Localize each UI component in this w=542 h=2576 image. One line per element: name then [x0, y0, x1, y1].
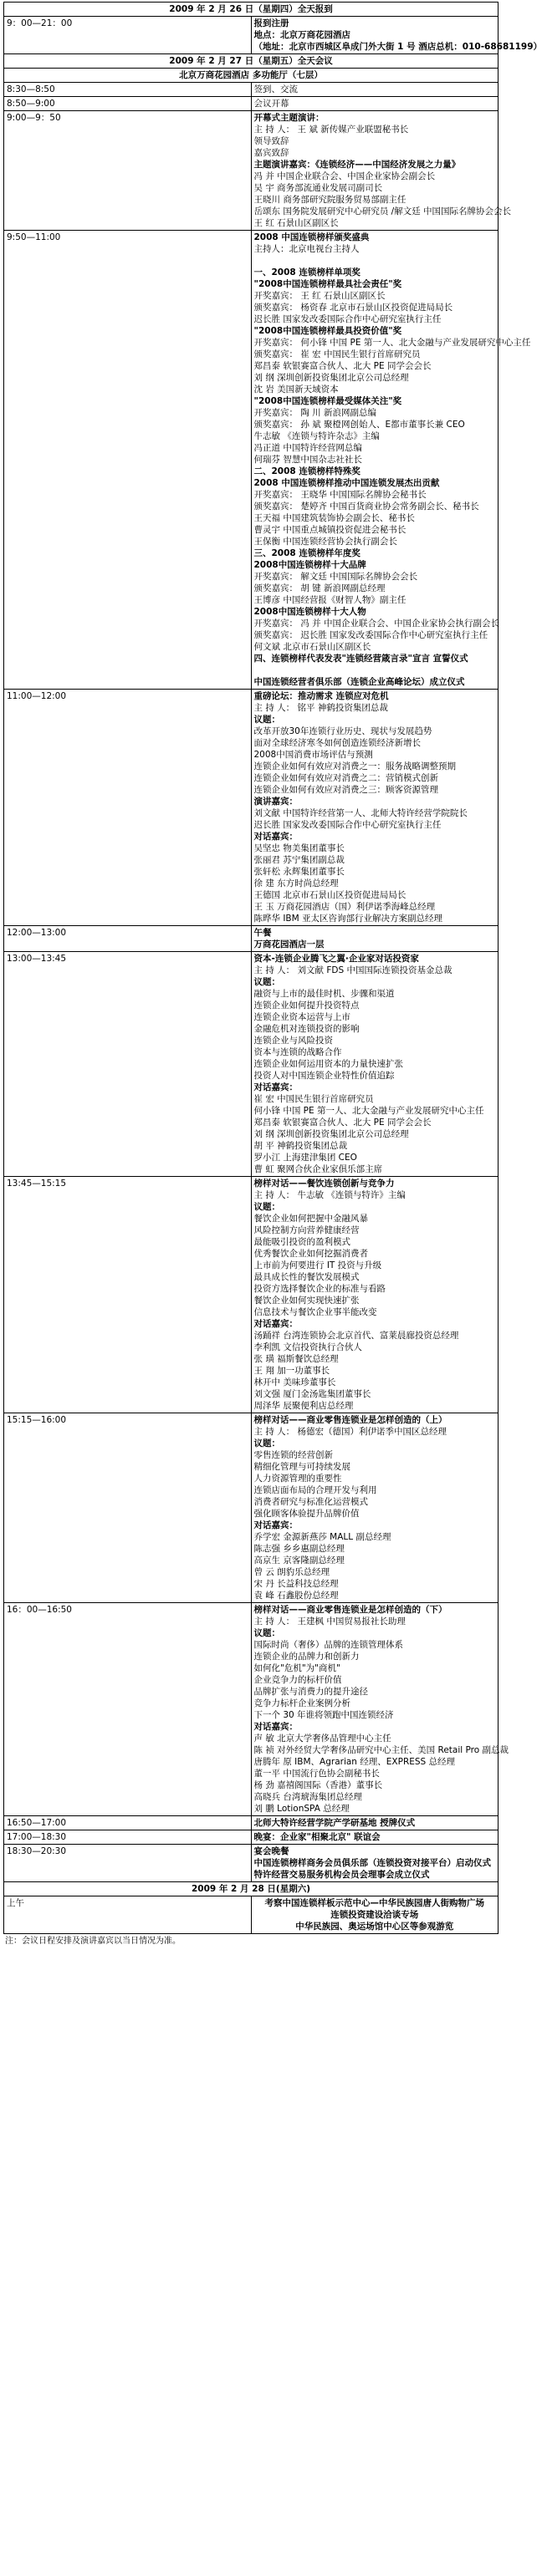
text-line: 乔学宏 金源新燕莎 MALL 副总经理 — [253, 1532, 391, 1542]
text-line: 投资方选择餐饮企业的标准与看路 — [253, 1284, 386, 1294]
text-line: 如何化"危机"为"商机" — [253, 1663, 340, 1673]
text-line: 主 持 人： 牛志敏 《连锁与特许》主编 — [253, 1190, 406, 1200]
text-line: 刘文强 厦门金汤匙集团董事长 — [253, 1389, 371, 1399]
heading-line: 三、2008 连锁榜样年度奖 — [253, 548, 360, 558]
text-line: 精细化管理与可持续发展 — [253, 1462, 350, 1472]
text-line: 连锁企业如何有效应对消费之三：顾客资源管理 — [253, 785, 438, 795]
text-line: 最具成长性的餐饮发展模式 — [253, 1272, 360, 1282]
heading-line: 午餐 — [253, 928, 272, 938]
time-cell: 8:50—9:00 — [4, 97, 252, 111]
text-line: 连锁企业资本运营与上市 — [253, 1012, 350, 1022]
text-line: 优秀餐饮企业如何挖掘消费者 — [253, 1249, 368, 1259]
text-line: 张轩松 永辉集团董事长 — [253, 867, 345, 877]
heading-line: 万商花园酒店一层 — [253, 939, 325, 949]
text-line: 何瑞芬 智慧中国杂志社社长 — [253, 455, 362, 465]
agenda-row — [4, 231, 499, 690]
text-line: 颁奖嘉宾： 孙 斌 聚橙网创始人、E都市董事长兼 CEO — [253, 420, 465, 430]
heading-line: 榜样对话——商业零售连锁业是怎样创造的（下） — [253, 1605, 447, 1615]
text-line: 王 翔 加一功董事长 — [253, 1366, 330, 1376]
text-line: 王 玉 万商花园酒店（国）利伊诺季海峰总经理 — [253, 902, 436, 912]
content-cell — [251, 1603, 509, 1816]
content-cell — [251, 1413, 499, 1603]
agenda-row — [4, 83, 499, 97]
agenda-row — [4, 1845, 499, 1882]
text-line: 迟长胜 国家发改委国际合作中心研究室执行主任 — [253, 820, 442, 830]
text-line: 餐饮企业如何实现快速扩张 — [253, 1296, 360, 1306]
text-line: 强化顾客体验提升品牌价值 — [253, 1509, 360, 1519]
text-line: 吴 宇 商务部流通业发展司副司长 — [253, 183, 383, 193]
text-line: 曹灵宇 中国重点城镇投资促进会秘书长 — [253, 525, 406, 535]
heading-line: 议题： — [253, 977, 280, 987]
text-line: 连锁店面布局的合理开发与利用 — [253, 1485, 377, 1495]
text-line: 主 持 人： 铭平 神鹤投资集团总裁 — [253, 703, 388, 713]
heading-line: 对话嘉宾： — [253, 1319, 298, 1329]
heading-line: 中国连锁经营者俱乐部（连锁企业高峰论坛）成立仪式 — [253, 677, 465, 687]
heading-line: 榜样对话——商业零售连锁业是怎样创造的（上） — [253, 1415, 447, 1425]
heading-line: 特许经营交易服务机构会员会理事会成立仪式 — [253, 1870, 430, 1880]
content-cell — [251, 97, 499, 111]
text-line: 陈晔华 IBM 亚太区咨询部行业解决方案副总经理 — [253, 914, 443, 924]
text-line: 签到、交流 — [253, 84, 298, 94]
text-line: 曹 虹 聚网合伙企业家俱乐部主席 — [253, 1164, 383, 1174]
agenda-row — [4, 111, 499, 231]
heading-line: "2008中国连锁榜样最具社会责任"奖 — [253, 279, 402, 289]
heading-line: 2008 中国连锁榜样颁奖盛典 — [253, 232, 370, 242]
text-line: 零售连锁的经营创新 — [253, 1450, 333, 1460]
text-line: 颁奖嘉宾： 崔 宏 中国民生银行首席研究员 — [253, 349, 421, 359]
text-line: 会议开幕 — [253, 99, 289, 109]
text-line: 风险控制方向营养健康经营 — [253, 1225, 360, 1235]
text-line: 王德国 北京市石景山区投资促进局局长 — [253, 890, 406, 900]
heading-line: 一、2008 连锁榜样单项奖 — [253, 267, 360, 277]
heading-line: 议题： — [253, 1438, 280, 1448]
heading-line: 中国连锁榜样商务会员俱乐部（连锁投资对接平台）启动仪式 — [253, 1858, 491, 1868]
content-cell — [251, 111, 512, 231]
agenda-row — [4, 926, 499, 952]
text-line: 张 璜 福斯餐饮总经理 — [253, 1354, 339, 1364]
heading-line: 晚宴：企业家"相聚北京" 联谊会 — [253, 1832, 381, 1842]
time-cell: 9：00—21：00 — [4, 17, 252, 54]
text-line: 餐饮企业如何把握中金融风暴 — [253, 1214, 368, 1224]
text-line: 王保衡 中国连锁经营协会执行副会长 — [253, 537, 397, 547]
text-line: 颁奖嘉宾： 杨资春 北京市石景山区投资促进局局长 — [253, 303, 453, 313]
text-line: 领导致辞 — [253, 136, 289, 146]
text-line: 连锁企业的品牌力和创新力 — [253, 1652, 360, 1662]
heading-line: 议题： — [253, 715, 280, 725]
content-cell — [251, 1845, 499, 1882]
time-cell: 13:00—13:45 — [4, 952, 252, 1177]
text-line: 董一平 中国流行色协会副秘书长 — [253, 1769, 380, 1779]
text-line: 连锁企业如何有效应对消费之二：营销模式创新 — [253, 773, 438, 783]
text-line: 唐腾年 原 IBM、Agrarian 经理、EXPRESS 总经理 — [253, 1757, 456, 1767]
text-line: 沈 岩 美国新天域资本 — [253, 384, 339, 395]
heading-line: （地址：北京市西城区阜成门外大街 1 号 酒店总机：010-68681199） — [253, 42, 542, 52]
agenda-row — [4, 1603, 499, 1816]
content-cell — [251, 926, 499, 952]
content-cell — [251, 1177, 499, 1413]
text-line: 牛志敏 《连锁与特许杂志》主编 — [253, 431, 380, 441]
heading-line: 对话嘉宾： — [253, 832, 298, 842]
agenda-row — [4, 97, 499, 111]
heading-line: 连锁投资建设洽谈专场 — [330, 1910, 419, 1920]
heading-line: 四、连锁榜样代表发表"连锁经营箴言录"宣言 宣誓仪式 — [253, 654, 468, 664]
agenda-row — [4, 690, 499, 926]
text-line: 主 持 人： 杨德宏（德国）利伊诺季中国区总经理 — [253, 1427, 447, 1437]
heading-line: 对话嘉宾： — [253, 1722, 298, 1732]
text-line: 主 持 人： 王 斌 新传媒产业联盟秘书长 — [253, 125, 409, 135]
text-line: 岳颂东 国务院发展研究中心研究员 /解文廷 中国国际名牌协会会长 — [253, 206, 512, 216]
heading-line: 资本-连锁企业腾飞之翼·企业家对话投资家 — [253, 954, 419, 964]
text-line: 刘 纲 深圳创新投资集团北京公司总经理 — [253, 1129, 409, 1139]
content-cell — [251, 83, 499, 97]
heading-line: "2008中国连锁榜样最受媒体关注"奖 — [253, 396, 402, 406]
text-line: 主持人：北京电视台主持人 — [253, 244, 360, 254]
time-cell: 16：00—16:50 — [4, 1603, 252, 1816]
content-cell — [251, 1816, 499, 1830]
text-line: 刘 纲 深圳创新投资集团北京公司总经理 — [253, 373, 409, 383]
day2-venue — [4, 69, 499, 83]
text-line: 罗小江 上海建津集团 CEO — [253, 1153, 357, 1163]
text-line: 人力资源管理的重要性 — [253, 1474, 342, 1484]
time-cell: 8:30—8:50 — [4, 83, 252, 97]
time-cell: 13:45—15:15 — [4, 1177, 252, 1413]
heading-line: 重磅论坛：推动需求 连锁应对危机 — [253, 691, 389, 701]
text-line: 胡 平 神鹤投资集团总裁 — [253, 1141, 348, 1151]
text-line: 王晓川 商务部研究院服务贸易部副主任 — [253, 195, 406, 205]
text-line: 品牌扩张与消费力的提升途径 — [253, 1687, 368, 1697]
text-line: 吴坚忠 物美集团董事长 — [253, 843, 345, 853]
heading-line: "2008中国连锁榜样最具投资价值"奖 — [253, 326, 402, 336]
text-line: 王博彦 中国经营报《财智人物》副主任 — [253, 595, 406, 605]
time-cell: 上午 — [4, 1896, 252, 1934]
text-line: 开奖嘉宾： 陶 川 新浪网副总编 — [253, 408, 377, 418]
time-cell: 15:15—16:00 — [4, 1413, 252, 1603]
text-line: 融资与上市的最佳时机、步骤和渠道 — [253, 989, 395, 999]
agenda-row — [4, 1830, 499, 1845]
text-line: 主 持 人： 王建枫 中国贸易报社长助理 — [253, 1616, 406, 1627]
text-line: 国际时尚（奢侈）品牌的连锁管理体系 — [253, 1640, 403, 1650]
text-line: 颁奖嘉宾： 楚婷齐 中国百货商业协会常务副会长、秘书长 — [253, 501, 479, 512]
day2-header — [4, 54, 499, 69]
agenda-row — [4, 952, 499, 1177]
time-cell: 9:00—9：50 — [4, 111, 252, 231]
agenda-row — [4, 1413, 499, 1603]
text-line: 开奖嘉宾： 冯 并 中国企业联合会、中国企业家协会执行副会长 — [253, 619, 500, 629]
heading-line: 二、2008 连锁榜样特殊奖 — [253, 466, 360, 476]
heading-line: 考察中国连锁样板示范中心—中华民族园唐人街购物广场 — [264, 1898, 484, 1908]
text-line: 连锁企业如何有效应对消费之一：服务战略调整预期 — [253, 761, 456, 771]
time-cell: 11:00—12:00 — [4, 690, 252, 926]
spacer — [254, 255, 496, 267]
spacer — [254, 664, 496, 676]
text-line: 李利凯 文信投资执行合伙人 — [253, 1342, 362, 1352]
agenda-row — [4, 1177, 499, 1413]
content-cell — [251, 231, 531, 690]
day1-registration-row — [4, 17, 499, 54]
text-line: 声 敏 北京大学奢侈品管理中心主任 — [253, 1733, 391, 1744]
text-line: 袁 峰 石鑫股份总经理 — [253, 1591, 339, 1601]
heading-line: 主题演讲嘉宾：《连锁经济——中国经济发展之力量》 — [253, 160, 461, 170]
day3-header-cell: 2009 年 2 月 28 日(星期六) — [4, 1882, 499, 1896]
time-cell: 16:50—17:00 — [4, 1816, 252, 1830]
day1-header — [4, 3, 499, 17]
text-line: 郑昌泰 软银赛富合伙人、北大 PE 同学会会长 — [253, 361, 432, 371]
heading-line: 北师大特许经营学院产学研基地 授牌仪式 — [253, 1818, 416, 1828]
text-line: 连锁企业如何运用资本的力量快速扩张 — [253, 1059, 403, 1069]
footnote: 注：会议日程安排及演讲嘉宾以当日情况为准。 — [5, 1937, 181, 1946]
day3-row — [4, 1896, 499, 1934]
text-line: 王天福 中国建筑装饰协会副会长、秘书长 — [253, 513, 415, 523]
schedule-table — [3, 2, 542, 1934]
time-cell: 17:00—18:30 — [4, 1830, 252, 1845]
text-line: 林开中 美味珍董事长 — [253, 1377, 336, 1387]
time-cell: 9:50—11:00 — [4, 231, 252, 690]
text-line: 消费者研究与标准化运营模式 — [253, 1497, 368, 1507]
text-line: 开奖嘉宾： 何小锋 中国 PE 第一人、北大金融与产业发展研究中心主任 — [253, 338, 531, 348]
heading-line: 报到注册 — [253, 18, 289, 28]
text-line: 颁奖嘉宾： 胡 键 新浪网副总经理 — [253, 583, 386, 593]
text-line: 下一个 30 年谁将领跑中国连锁经济 — [253, 1710, 394, 1720]
text-line: 高京生 京客隆副总经理 — [253, 1555, 345, 1565]
agenda-row — [4, 1816, 499, 1830]
text-line: 何文斌 北京市石景山区副区长 — [253, 642, 371, 652]
text-line: 连锁企业与风险投资 — [253, 1036, 333, 1046]
text-line: 金融危机对连锁投资的影响 — [253, 1024, 360, 1034]
text-line: 陈 祯 对外经贸大学奢侈品研究中心主任、美国 Retail Pro 副总裁 — [253, 1745, 509, 1755]
time-cell: 18:30—20:30 — [4, 1845, 252, 1882]
content-cell — [251, 1896, 499, 1934]
heading-line: 议题： — [253, 1628, 280, 1638]
text-line: 宋 丹 长益科技总经理 — [253, 1579, 339, 1589]
text-line: 崔 宏 中国民生银行首席研究员 — [253, 1094, 374, 1104]
heading-line: 中华民族园、奥运场馆中心区等参观游览 — [295, 1922, 454, 1932]
heading-line: 对话嘉宾： — [253, 1520, 298, 1530]
text-line: 开奖嘉宾： 王 红 石景山区副区长 — [253, 291, 386, 301]
heading-line: 地点：北京万商花园酒店 — [253, 30, 350, 40]
day3-header — [4, 1882, 499, 1896]
text-line: 陈志强 乡乡惠副总经理 — [253, 1544, 345, 1554]
text-line: 最能吸引投资的盈利模式 — [253, 1237, 350, 1247]
text-line: 连锁企业如何提升投资特点 — [253, 1000, 360, 1011]
text-line: 刘 鹏 LotionSPA 总经理 — [253, 1804, 350, 1814]
heading-line: 榜样对话——餐饮连锁创新与竞争力 — [253, 1179, 395, 1189]
text-line: 郑昌泰 软银赛富合伙人、北大 PE 同学会会长 — [253, 1117, 432, 1128]
content-cell — [251, 952, 499, 1177]
text-line: 开奖嘉宾： 王晓华 中国国际名牌协会秘书长 — [253, 490, 427, 500]
heading-line: 2008 中国连锁榜样推动中国连锁发展杰出贡献 — [253, 478, 440, 488]
heading-line: 2008中国连锁榜样十大人物 — [253, 607, 366, 617]
text-line: 徐 建 东方时尚总经理 — [253, 878, 339, 888]
text-line: 企业竞争力的标杆价值 — [253, 1675, 342, 1685]
text-line: 冯 并 中国企业联合会、中国企业家协会副会长 — [253, 171, 436, 181]
day2-venue-cell: 北京万商花园酒店 多功能厅（七层） — [4, 69, 499, 83]
text-line: 资本与连锁的战略合作 — [253, 1047, 342, 1057]
day1-header-cell: 2009 年 2 月 26 日（星期四）全天报到 — [4, 3, 499, 17]
text-line: 颁奖嘉宾： 迟长胜 国家发改委国际合作中心研究室执行主任 — [253, 630, 488, 640]
text-line: 开奖嘉宾： 解文廷 中国国际名牌协会会长 — [253, 572, 418, 582]
text-line: 何小锋 中国 PE 第一人、北大金融与产业发展研究中心主任 — [253, 1106, 484, 1116]
text-line: 高晓兵 台湾琥海集团总经理 — [253, 1792, 362, 1802]
text-line: 改革开放30年连锁行业历史、现状与发展趋势 — [253, 726, 432, 736]
heading-line: 议题： — [253, 1202, 280, 1212]
text-line: 上市前为何要进行 IT 投资与升级 — [253, 1260, 382, 1270]
time-cell: 12:00—13:00 — [4, 926, 252, 952]
text-line: 汤踊祥 台湾连锁协会北京首代、富莱晨廊投资总经理 — [253, 1331, 459, 1341]
heading-line: 2008中国连锁榜样十大品牌 — [253, 560, 366, 570]
text-line: 投资人对中国连锁企业特性价值追踪 — [253, 1071, 395, 1081]
text-line: 张丽君 苏宁集团副总裁 — [253, 855, 345, 865]
text-line: 嘉宾致辞 — [253, 148, 289, 158]
heading-line: 对话嘉宾： — [253, 1082, 298, 1092]
text-line: 杨 劲 嘉禧阁国际（香港）董事长 — [253, 1780, 383, 1790]
text-line: 2008中国消费市场评估与预测 — [253, 750, 373, 760]
content-cell — [251, 1830, 499, 1845]
content-cell — [251, 690, 499, 926]
text-line: 王 红 石景山区副区长 — [253, 218, 339, 228]
heading-line: 宴会晚餐 — [253, 1846, 289, 1856]
day2-header-cell: 2009 年 2 月 27 日（星期五）全天会议 — [4, 54, 499, 69]
text-line: 竞争力标杆企业案例分析 — [253, 1698, 350, 1708]
text-line: 周泽华 辰聚便利店总经理 — [253, 1401, 354, 1411]
text-line: 信息技术与餐饮企业事半能改变 — [253, 1307, 377, 1317]
text-line: 冯正道 中国特许经营网总编 — [253, 443, 362, 453]
heading-line: 演讲嘉宾： — [253, 797, 298, 807]
text-line: 曾 云 朗豹乐总经理 — [253, 1567, 330, 1577]
text-line: 迟长胜 国家发改委国际合作中心研究室执行主任 — [253, 314, 442, 324]
content-cell — [251, 17, 542, 54]
text-line: 刘文献 中国特许经营第一人、北师大特许经营学院院长 — [253, 808, 468, 818]
text-line: 面对全球经济寒冬如何创造连锁经济新增长 — [253, 738, 421, 748]
heading-line: 开幕式主题演讲： — [253, 113, 325, 123]
text-line: 主 持 人： 刘文献 FDS 中国国际连锁投资基金总裁 — [253, 965, 453, 975]
